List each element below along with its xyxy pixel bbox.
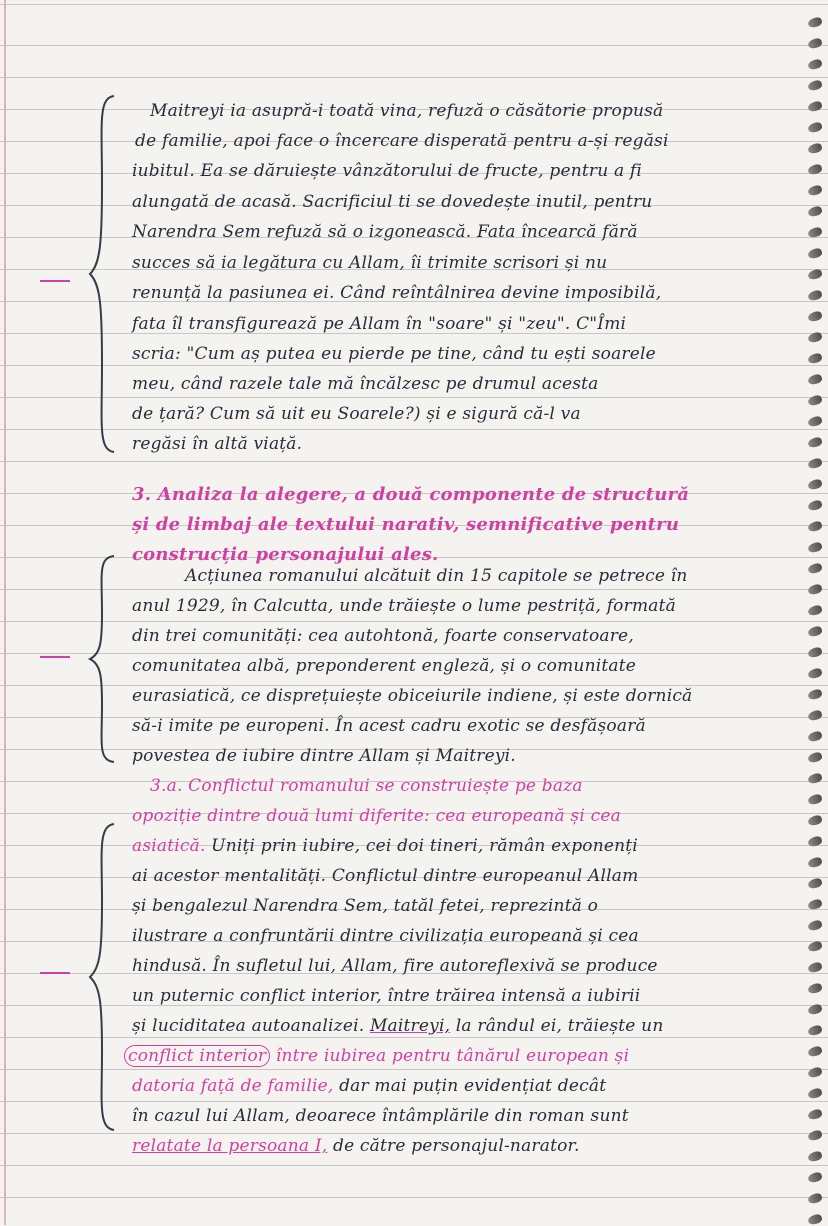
spiral-hole [807, 100, 823, 113]
section-heading-line: 3. Analiza la alegere, a două componente de structură [132, 484, 690, 505]
spiral-hole [807, 772, 823, 785]
s2-line: din trei comunități: cea autohtonă, foarte conservatoare, [132, 626, 634, 646]
spiral-hole [807, 730, 823, 743]
spiral-hole [807, 709, 823, 722]
s3-line: ilustrare a confruntării dintre civilizația europeană și cea [132, 926, 639, 946]
spiral-hole [807, 541, 823, 554]
dash-mark-1 [40, 280, 70, 282]
spiral-hole [807, 394, 823, 407]
s2-line: comunitatea albă, preponderent engleză, și o comunitate [132, 656, 637, 676]
spiral-hole [807, 121, 823, 134]
spiral-hole [807, 58, 823, 71]
s1-line: scria: "Cum aș putea eu pierde pe tine, când tu ești soarele [132, 344, 656, 364]
spiral-hole [807, 961, 823, 974]
spiral-hole [807, 457, 823, 470]
spiral-hole [807, 604, 823, 617]
s3-line: și bengalezul Narendra Sem, tatăl fetei, reprezintă o [132, 896, 599, 916]
s1-line: meu, când razele tale mă încălzesc pe drumul acesta [132, 374, 599, 394]
spiral-hole [807, 16, 823, 29]
spiral-hole [807, 562, 823, 575]
spiral-hole [807, 982, 823, 995]
s2-line: povestea de iubire dintre Allam și Maitreyi. [132, 746, 516, 766]
s1-line: de țară? Cum să uit eu Soarele?) și e sigură că-l va [132, 404, 581, 424]
spiral-hole [807, 1213, 823, 1226]
s3-line: la rândul ei, trăiește un [455, 1016, 664, 1036]
s3-line: dar mai puțin evidențiat decât [339, 1076, 607, 1096]
spiral-hole [807, 1150, 823, 1163]
spiral-hole [807, 478, 823, 491]
subsection-label: 3.a. [150, 776, 183, 796]
section-heading-line: construcția personajului ales. [132, 544, 439, 565]
spiral-hole [807, 1171, 823, 1184]
spiral-hole [807, 940, 823, 953]
s3-line: hindusă. În sufletul lui, Allam, fire autoreflexivă se produce [132, 956, 658, 976]
spiral-hole [807, 1192, 823, 1205]
spiral-hole [807, 499, 823, 512]
spiral-hole [807, 898, 823, 911]
spiral-hole [807, 1066, 823, 1079]
spiral-hole [807, 814, 823, 827]
circled-term: conflict interior [124, 1045, 270, 1067]
spiral-binding [804, 0, 828, 1225]
spiral-hole [807, 793, 823, 806]
spiral-hole [807, 1129, 823, 1142]
brace-section-3 [88, 822, 118, 1132]
spiral-hole [807, 1003, 823, 1016]
s3-pink-line: relatate la persoana I, [132, 1136, 328, 1156]
spiral-hole [807, 583, 823, 596]
s2-line: eurasiatică, ce disprețuiește obiceiurile indiene, și este dornică [132, 686, 693, 706]
spiral-hole [807, 352, 823, 365]
spiral-hole [807, 1108, 823, 1121]
spiral-hole [807, 268, 823, 281]
spiral-hole [807, 37, 823, 50]
s1-line: succes să ia legătura cu Allam, îi trimite scrisori și nu [132, 253, 608, 273]
spiral-hole [807, 247, 823, 260]
s2-line: să-i imite pe europeni. În acest cadru exotic se desfășoară [132, 716, 646, 736]
spiral-hole [807, 751, 823, 764]
s1-line: fata îl transfigurează pe Allam în "soare" și "zeu". C"Îmi [132, 314, 627, 334]
spiral-hole [807, 436, 823, 449]
spiral-hole [807, 373, 823, 386]
spiral-hole [807, 520, 823, 533]
s3-line: ai acestor mentalități. Conflictul dintre europeanul Allam [132, 866, 639, 886]
spiral-hole [807, 142, 823, 155]
spiral-hole [807, 289, 823, 302]
spiral-hole [807, 667, 823, 680]
spiral-hole [807, 1045, 823, 1058]
section-heading-line: și de limbaj ale textului narativ, semnificative pentru [132, 514, 680, 535]
s3-line: un puternic conflict interior, între trăirea intensă a iubirii [132, 986, 641, 1006]
spiral-hole [807, 226, 823, 239]
s3-pink-line: opoziție dintre două lumi diferite: cea europeană și cea [132, 806, 621, 826]
s3-line: Uniți prin iubire, cei doi tineri, rămân exponenți [211, 836, 638, 856]
s2-line: Acțiunea romanului alcătuit din 15 capitole se petrece în [185, 566, 688, 586]
s1-line: renunță la pasiunea ei. Când reîntâlnirea devine imposibilă, [132, 283, 662, 303]
s1-line: iubitul. Ea se dăruiește vânzătorului de fructe, pentru a fi [132, 161, 643, 181]
dash-mark-2 [40, 656, 70, 658]
s3-pink-line: Conflictul romanului se construiește pe baza [188, 776, 583, 796]
s1-line: Maitreyi ia asupră-i toată vina, refuză o căsătorie propusă [150, 101, 664, 121]
spiral-hole [807, 415, 823, 428]
spiral-hole [807, 79, 823, 92]
brace-section-1 [88, 94, 118, 454]
s3-line: de către personajul-narator. [332, 1136, 580, 1156]
spiral-hole [807, 877, 823, 890]
s2-line: anul 1929, în Calcutta, unde trăiește o lume pestriță, formată [132, 596, 676, 616]
spiral-hole [807, 625, 823, 638]
spiral-hole [807, 646, 823, 659]
spiral-hole [807, 205, 823, 218]
margin-line [4, 0, 6, 1225]
spiral-hole [807, 1024, 823, 1037]
spiral-hole [807, 835, 823, 848]
s3-pink-line: datoria față de familie, [132, 1076, 334, 1096]
spiral-hole [807, 163, 823, 176]
spiral-hole [807, 184, 823, 197]
spiral-hole [807, 310, 823, 323]
brace-section-2 [88, 554, 118, 764]
spiral-hole [807, 919, 823, 932]
s1-line: Narendra Sem refuză să o izgonească. Fata încearcă fără [132, 222, 638, 242]
spiral-hole [807, 1087, 823, 1100]
s1-line: regăsi în altă viață. [132, 434, 303, 454]
s3-pink-line: între iubirea pentru tânărul european și [275, 1046, 630, 1066]
s1-line: de familie, apoi face o încercare disperată pentru a-și regăsi [135, 131, 669, 151]
spiral-hole [807, 331, 823, 344]
s3-line: și luciditatea autoanalizei. [132, 1016, 365, 1036]
s3-pink-line: asiatică. [132, 836, 206, 856]
dash-mark-3 [40, 972, 70, 974]
spiral-hole [807, 688, 823, 701]
s3-line: în cazul lui Allam, deoarece întâmplările din roman sunt [132, 1106, 629, 1126]
maitreyi-underlined: Maitreyi, [369, 1016, 451, 1036]
s1-line: alungată de acasă. Sacrificiul ti se dovedește inutil, pentru [132, 192, 653, 212]
spiral-hole [807, 856, 823, 869]
